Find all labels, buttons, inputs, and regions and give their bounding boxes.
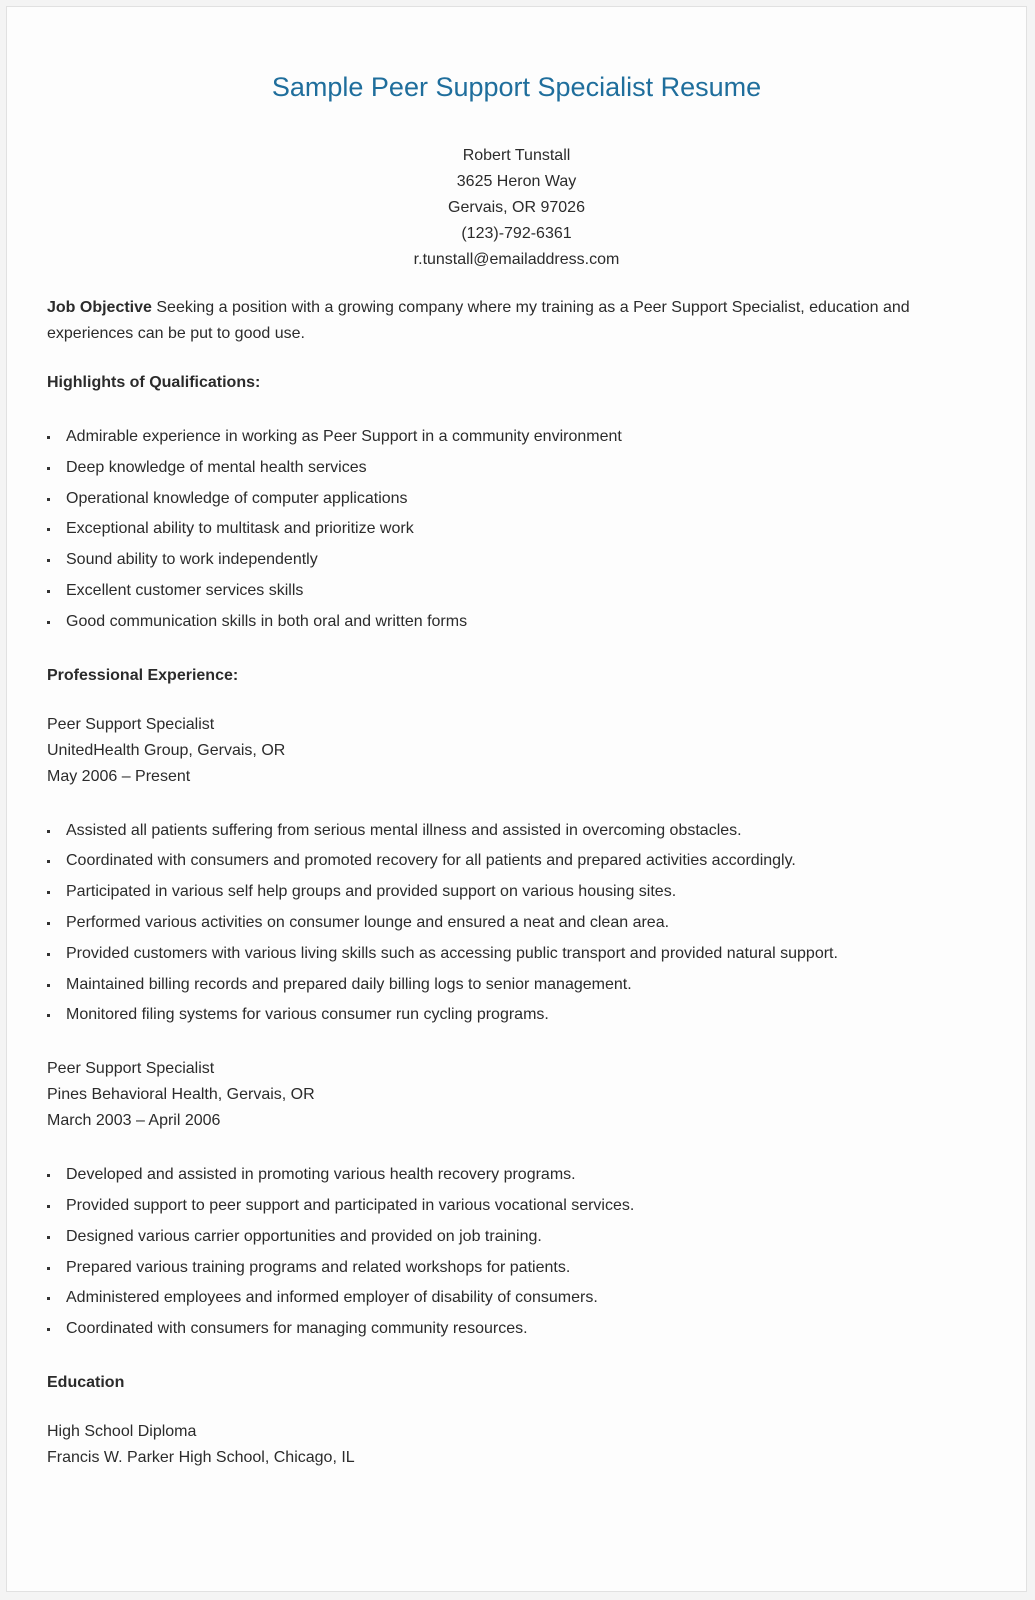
list-item: Sound ability to work independently — [47, 547, 967, 578]
list-item: Developed and assisted in promoting various health recovery programs. — [47, 1162, 967, 1193]
list-item: Provided support to peer support and participated in various vocational services. — [47, 1193, 967, 1224]
list-item: Assisted all patients suffering from serious mental illness and assisted in overcoming obstacles. — [47, 818, 967, 849]
job-objective-label: Job Objective — [47, 299, 152, 316]
list-item: Administered employees and informed employer of disability of consumers. — [47, 1285, 967, 1316]
job-objective-text: Seeking a position with a growing company where my training as a Peer Support Specialist, education and experiences can be put to good use. — [47, 299, 910, 342]
education-heading: Education — [47, 1373, 125, 1391]
job-title: Peer Support Specialist — [47, 1060, 215, 1078]
list-item: Performed various activities on consumer lounge and ensured a neat and clean area. — [47, 910, 967, 941]
education-school: Francis W. Parker High School, Chicago, IL — [47, 1448, 355, 1466]
job-dates: March 2003 – April 2006 — [47, 1112, 221, 1130]
highlights-list — [47, 424, 967, 640]
page-title: Sample Peer Support Specialist Resume — [271, 72, 762, 102]
list-item: Admirable experience in working as Peer Support in a community environment — [47, 424, 967, 455]
experience-heading: Professional Experience: — [47, 666, 239, 684]
list-item: Maintained billing records and prepared daily billing logs to senior management. — [47, 972, 967, 1003]
list-item: Designed various carrier opportunities and provided on job training. — [47, 1224, 967, 1255]
education-degree: High School Diploma — [47, 1422, 197, 1440]
list-item: Coordinated with consumers for managing community resources. — [47, 1316, 967, 1347]
job-company: UnitedHealth Group, Gervais, OR — [47, 741, 286, 759]
job-duties-list — [47, 818, 967, 1034]
contact-block — [7, 143, 1026, 273]
contact-email: r.tunstall@emailaddress.com — [413, 251, 620, 268]
list-item: Exceptional ability to multitask and prioritize work — [47, 516, 967, 547]
list-item: Operational knowledge of computer applications — [47, 486, 967, 517]
list-item: Monitored filing systems for various consumer run cycling programs. — [47, 1002, 967, 1033]
contact-city: Gervais, OR 97026 — [448, 199, 585, 216]
job-entry — [47, 1056, 967, 1134]
contact-street: 3625 Heron Way — [456, 173, 577, 190]
contact-phone: (123)-792-6361 — [461, 225, 572, 242]
list-item: Coordinated with consumers and promoted recovery for all patients and prepared activities accordingly. — [47, 848, 967, 879]
list-item: Good communication skills in both oral and written forms — [47, 609, 967, 640]
highlights-heading: Highlights of Qualifications: — [47, 374, 261, 391]
list-item: Excellent customer services skills — [47, 578, 967, 609]
job-entry — [47, 712, 967, 790]
list-item: Provided customers with various living skills such as accessing public transport and provided natural support. — [47, 941, 967, 972]
contact-name: Robert Tunstall — [462, 147, 571, 164]
job-objective — [47, 295, 967, 347]
job-company: Pines Behavioral Health, Gervais, OR — [47, 1086, 315, 1104]
job-duties-list — [47, 1162, 967, 1347]
list-item: Participated in various self help groups and provided support on various housing sites. — [47, 879, 967, 910]
resume-page — [6, 6, 1027, 1592]
list-item: Deep knowledge of mental health services — [47, 455, 967, 486]
job-title: Peer Support Specialist — [47, 715, 215, 733]
resume-body — [47, 295, 967, 1471]
job-dates: May 2006 – Present — [47, 767, 191, 785]
list-item: Prepared various training programs and related workshops for patients. — [47, 1255, 967, 1286]
education-entry — [47, 1419, 967, 1471]
